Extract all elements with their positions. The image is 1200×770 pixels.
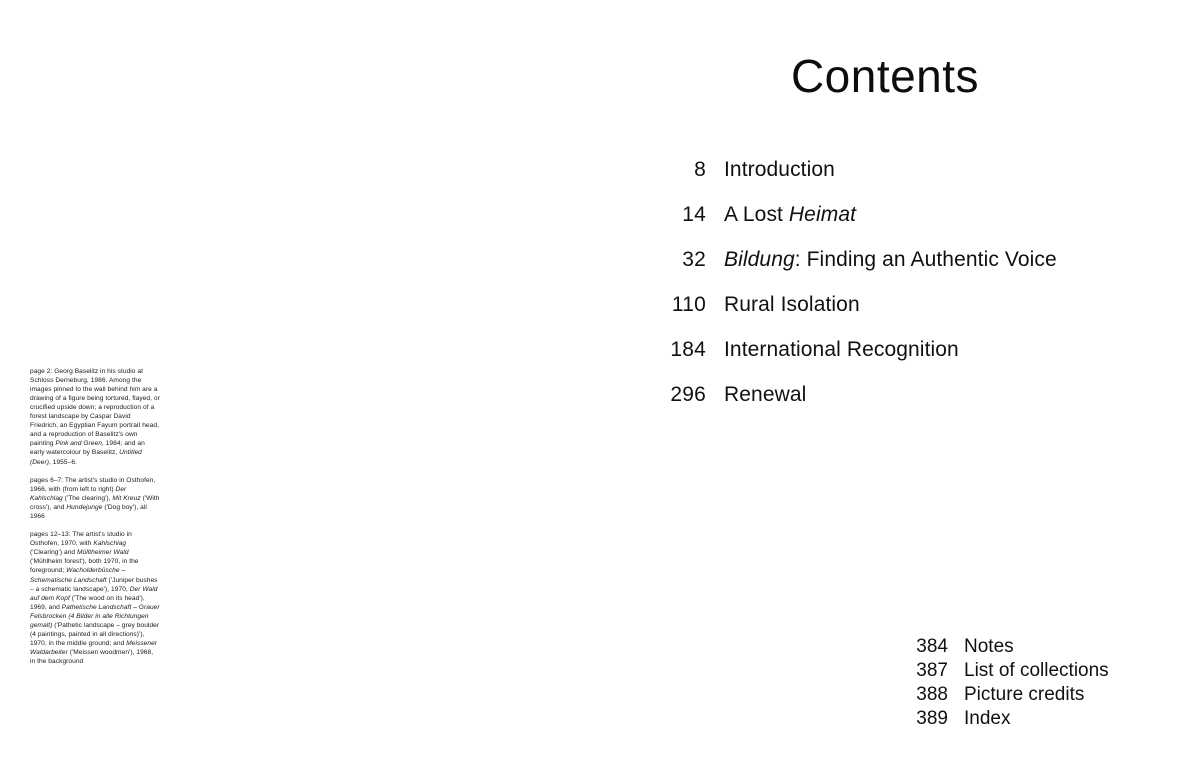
plain-text: A Lost bbox=[724, 203, 789, 226]
toc-entry-label bbox=[724, 248, 1057, 272]
italic-text: Pink and Green bbox=[55, 440, 102, 448]
back-matter-entry[interactable] bbox=[900, 660, 1180, 682]
toc-entry-label bbox=[724, 383, 806, 407]
italic-text: Mit Kreuz bbox=[112, 494, 141, 502]
plain-text: , 1984; and an early watercolour by Baselitz, bbox=[30, 440, 145, 457]
back-matter-page-number: 389 bbox=[916, 708, 948, 729]
italic-text: Der Kahlschlag bbox=[30, 485, 127, 502]
plain-text: ('Mühlheim forest'), both 1970, in the foreground; bbox=[30, 558, 139, 575]
toc-entry[interactable] bbox=[650, 338, 1170, 362]
plain-text: ('Pathetic landscape – grey boulder (4 paintings, painted in all directions)'), 1970, in the middle ground; and bbox=[30, 622, 160, 648]
toc-entry[interactable] bbox=[650, 158, 1170, 182]
back-matter-entry[interactable] bbox=[900, 684, 1180, 706]
toc-entry-page-number: 14 bbox=[682, 203, 706, 226]
plain-text: International Recognition bbox=[724, 338, 959, 361]
plain-text: ('With cross'), and bbox=[30, 494, 160, 511]
italic-text: Mülltheimer Wald bbox=[76, 549, 129, 557]
plain-text: Introduction bbox=[724, 158, 835, 181]
caption-note bbox=[30, 476, 160, 521]
toc-entry[interactable] bbox=[650, 248, 1170, 272]
caption-notes-column bbox=[30, 360, 160, 667]
back-matter-label: List of collections bbox=[964, 660, 1109, 681]
plain-text: Rural Isolation bbox=[724, 293, 860, 316]
toc-entry-label bbox=[724, 293, 860, 317]
plain-text: ('Juniper bushes – a schematic landscape'), 1970, bbox=[30, 576, 158, 593]
back-matter-label: Index bbox=[964, 708, 1011, 729]
toc-entry-label bbox=[724, 158, 835, 182]
plain-text: , 1955–6. bbox=[48, 458, 77, 466]
plain-text: ('Meissen woodmen'), 1968, in the background bbox=[30, 649, 154, 666]
toc-entry[interactable] bbox=[650, 293, 1170, 317]
toc-entry-page-number: 184 bbox=[670, 338, 706, 361]
italic-text: Kahlschlag bbox=[93, 540, 127, 548]
back-matter-entry[interactable] bbox=[900, 708, 1180, 730]
plain-text: ('Dog boy'), all 1966 bbox=[30, 503, 147, 520]
page-title: Contents bbox=[790, 49, 980, 102]
plain-text: pages 6–7: The artist's studio in Osthofen, 1966, with (from left to right) bbox=[30, 476, 156, 493]
back-matter-label: Picture credits bbox=[964, 684, 1085, 705]
toc-entry-label bbox=[724, 203, 856, 227]
italic-text: Wacholderbüsche – Schematische Landschaft bbox=[30, 567, 126, 584]
plain-text: : Finding an Authentic Voice bbox=[794, 248, 1057, 271]
back-matter-page-number: 387 bbox=[916, 660, 948, 681]
toc-entry[interactable] bbox=[650, 203, 1170, 227]
toc-entry-page-number: 296 bbox=[670, 383, 706, 406]
back-matter-page-number: 384 bbox=[916, 636, 948, 657]
italic-text: Untitled (Deer) bbox=[30, 449, 142, 466]
caption-note bbox=[30, 367, 160, 467]
plain-text: ('The wood on its head'), 1969, and bbox=[30, 594, 145, 611]
back-matter-page-number: 388 bbox=[916, 684, 948, 705]
italic-text: Pathetische Landschaft – Grauer Felsbrocken (4 Bilder in alle Richtungen gemalt) bbox=[30, 603, 160, 630]
plain-text: ('The clearing'), bbox=[62, 494, 113, 502]
plain-text: pages 12–13: The artist's studio in Osthofen, 1970, with bbox=[30, 531, 132, 548]
plain-text: page 2: Georg Baselitz in his studio at Schloss Derneburg, 1986. Among the images pinned to the wall behind him are a drawing of a figure being tortured, flayed, or crucified upside down; a reproduction of a forest landscape by Caspar David Friedrich, an Egyptian Fayum portrait head, and a reproduction of Baselitz's own painting bbox=[30, 367, 160, 448]
italic-text: Hundejunge bbox=[66, 503, 103, 511]
toc-entry[interactable] bbox=[650, 383, 1170, 407]
caption-note bbox=[30, 530, 160, 666]
italic-text: Meissener Waldarbeiter bbox=[30, 640, 158, 657]
toc-entry-label bbox=[724, 338, 959, 362]
back-matter-list bbox=[900, 636, 1180, 732]
italic-text: Bildung bbox=[724, 248, 795, 271]
toc-entry-page-number: 110 bbox=[671, 293, 706, 316]
table-of-contents-list bbox=[650, 158, 1170, 428]
toc-entry-page-number: 32 bbox=[682, 248, 706, 271]
plain-text: ('Clearing') and bbox=[30, 549, 77, 557]
italic-text: Heimat bbox=[788, 203, 857, 226]
back-matter-entry[interactable] bbox=[900, 636, 1180, 658]
back-matter-label: Notes bbox=[964, 636, 1014, 657]
toc-entry-page-number: 8 bbox=[694, 158, 706, 181]
plain-text: Renewal bbox=[724, 383, 807, 406]
italic-text: Der Wald auf dem Kopf bbox=[30, 585, 158, 602]
